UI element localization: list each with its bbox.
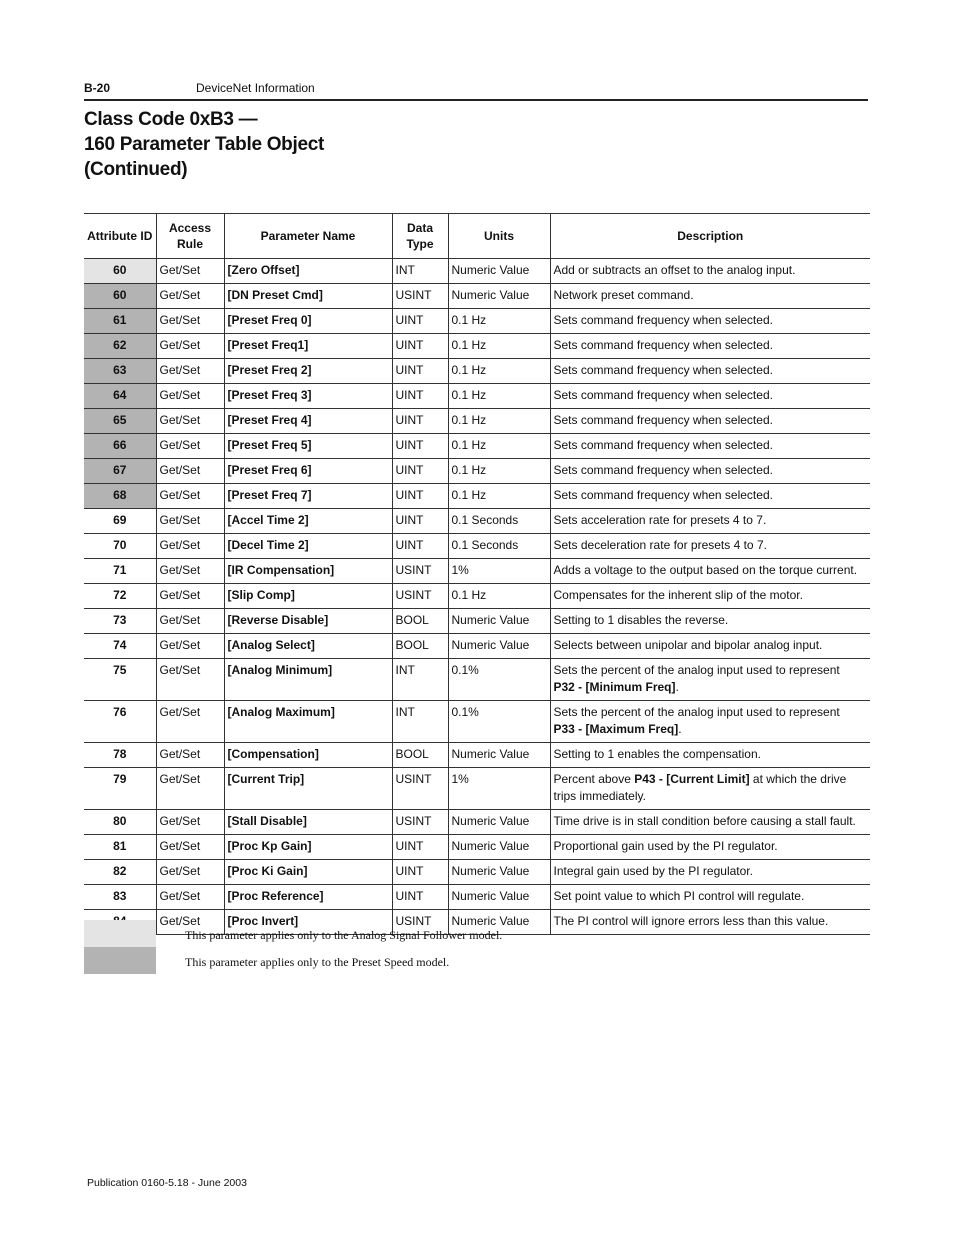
parameter-name-cell: [Preset Freq 5]	[224, 434, 392, 459]
data-type-cell: UINT	[392, 534, 448, 559]
attribute-id-cell: 75	[84, 659, 156, 701]
access-rule-cell: Get/Set	[156, 484, 224, 509]
data-type-cell: UINT	[392, 384, 448, 409]
parameter-name-cell: [Accel Time 2]	[224, 509, 392, 534]
parameter-name-cell: [Proc Reference]	[224, 885, 392, 910]
parameter-table	[84, 213, 870, 935]
attribute-id-cell: 74	[84, 634, 156, 659]
parameter-name-cell: [Preset Freq 7]	[224, 484, 392, 509]
table-row	[84, 309, 870, 334]
attribute-id-cell: 83	[84, 885, 156, 910]
data-type-cell: BOOL	[392, 743, 448, 768]
title-line-1: Class Code 0xB3 —	[84, 109, 258, 130]
units-cell: 1%	[448, 559, 550, 584]
units-cell: 0.1 Hz	[448, 409, 550, 434]
units-cell: Numeric Value	[448, 609, 550, 634]
table-row	[84, 659, 870, 701]
parameter-name-cell: [Analog Select]	[224, 634, 392, 659]
description-parameter-reference: P43 - [Current Limit]	[634, 772, 750, 786]
attribute-id-cell: 69	[84, 509, 156, 534]
title-line-2: 160 Parameter Table Object	[84, 134, 325, 155]
column-header-attribute-id: Attribute ID	[84, 214, 156, 259]
description-cell	[550, 659, 870, 701]
description-cell	[550, 459, 870, 484]
units-cell: Numeric Value	[448, 259, 550, 284]
data-type-cell: USINT	[392, 559, 448, 584]
attribute-id-cell: 60	[84, 284, 156, 309]
description-text: Sets the percent of the analog input used to represent	[553, 663, 840, 677]
description-text: Sets the percent of the analog input used to represent	[553, 705, 840, 719]
units-cell: 0.1 Seconds	[448, 534, 550, 559]
parameter-name-cell: [Current Trip]	[224, 768, 392, 810]
attribute-id-cell: 67	[84, 459, 156, 484]
legend-text-preset: This parameter applies only to the Preset Speed model.	[185, 955, 450, 969]
description-text: Sets command frequency when selected.	[553, 338, 773, 352]
attribute-id-cell: 73	[84, 609, 156, 634]
access-rule-cell: Get/Set	[156, 409, 224, 434]
attribute-id-cell: 60	[84, 259, 156, 284]
page-title	[84, 107, 324, 182]
data-type-cell: USINT	[392, 810, 448, 835]
data-type-cell: UINT	[392, 459, 448, 484]
table-row	[84, 359, 870, 384]
description-cell	[550, 743, 870, 768]
units-cell: Numeric Value	[448, 860, 550, 885]
description-text: Sets deceleration rate for presets 4 to 7.	[553, 538, 767, 552]
legend-row-preset	[84, 947, 684, 974]
description-text: Integral gain used by the PI regulator.	[553, 864, 753, 878]
units-cell: Numeric Value	[448, 284, 550, 309]
data-type-cell: UINT	[392, 860, 448, 885]
units-cell: Numeric Value	[448, 910, 550, 935]
description-cell	[550, 259, 870, 284]
parameter-name-cell: [Stall Disable]	[224, 810, 392, 835]
description-cell	[550, 768, 870, 810]
description-text: The PI control will ignore errors less than this value.	[553, 914, 829, 928]
description-text: Selects between unipolar and bipolar analog input.	[553, 638, 823, 652]
parameter-name-cell: [Analog Maximum]	[224, 701, 392, 743]
attribute-id-cell: 81	[84, 835, 156, 860]
description-text: Sets command frequency when selected.	[553, 413, 773, 427]
access-rule-cell: Get/Set	[156, 659, 224, 701]
description-text: Adds a voltage to the output based on the torque current.	[553, 563, 858, 577]
data-type-cell: USINT	[392, 768, 448, 810]
table-row	[84, 701, 870, 743]
description-text-suffix: .	[675, 680, 679, 694]
table-row	[84, 409, 870, 434]
page-header	[84, 81, 868, 101]
parameter-name-cell: [Preset Freq 0]	[224, 309, 392, 334]
access-rule-cell: Get/Set	[156, 459, 224, 484]
table-row	[84, 509, 870, 534]
shading-legend	[84, 920, 684, 974]
data-type-cell: USINT	[392, 284, 448, 309]
units-cell: 0.1 Hz	[448, 434, 550, 459]
data-type-cell: USINT	[392, 910, 448, 935]
column-header-parameter-name: Parameter Name	[224, 214, 392, 259]
parameter-name-cell: [Slip Comp]	[224, 584, 392, 609]
table-row	[84, 284, 870, 309]
access-rule-cell: Get/Set	[156, 810, 224, 835]
access-rule-cell: Get/Set	[156, 509, 224, 534]
description-text: Sets command frequency when selected.	[553, 488, 773, 502]
legend-row-analog	[84, 920, 684, 947]
description-cell	[550, 534, 870, 559]
table-row	[84, 609, 870, 634]
attribute-id-cell: 70	[84, 534, 156, 559]
access-rule-cell: Get/Set	[156, 534, 224, 559]
access-rule-cell: Get/Set	[156, 259, 224, 284]
units-cell: Numeric Value	[448, 810, 550, 835]
data-type-cell: UINT	[392, 309, 448, 334]
parameter-name-cell: [Compensation]	[224, 743, 392, 768]
title-line-3: (Continued)	[84, 159, 188, 180]
access-rule-cell: Get/Set	[156, 434, 224, 459]
table-row	[84, 459, 870, 484]
description-cell	[550, 609, 870, 634]
column-header-description: Description	[550, 214, 870, 259]
description-cell	[550, 584, 870, 609]
description-text: Sets command frequency when selected.	[553, 313, 773, 327]
units-cell: Numeric Value	[448, 634, 550, 659]
description-parameter-reference: P33 - [Maximum Freq]	[553, 722, 679, 736]
units-cell: 0.1%	[448, 659, 550, 701]
access-rule-cell: Get/Set	[156, 584, 224, 609]
attribute-id-cell: 82	[84, 860, 156, 885]
access-rule-cell: Get/Set	[156, 384, 224, 409]
description-cell	[550, 309, 870, 334]
description-parameter-reference: P32 - [Minimum Freq]	[553, 680, 676, 694]
description-cell	[550, 434, 870, 459]
attribute-id-cell: 62	[84, 334, 156, 359]
access-rule-cell: Get/Set	[156, 743, 224, 768]
access-rule-cell: Get/Set	[156, 860, 224, 885]
description-cell	[550, 860, 870, 885]
description-text: Percent above	[553, 772, 631, 786]
parameter-name-cell: [Preset Freq1]	[224, 334, 392, 359]
access-rule-cell: Get/Set	[156, 309, 224, 334]
section-title: DeviceNet Information	[196, 81, 315, 95]
table-row	[84, 384, 870, 409]
column-header-units: Units	[448, 214, 550, 259]
table-row	[84, 534, 870, 559]
description-text: Add or subtracts an offset to the analog input.	[553, 263, 796, 277]
data-type-cell: INT	[392, 659, 448, 701]
units-cell: 0.1 Hz	[448, 334, 550, 359]
parameter-name-cell: [Proc Invert]	[224, 910, 392, 935]
table-row	[84, 434, 870, 459]
parameter-name-cell: [Preset Freq 3]	[224, 384, 392, 409]
description-cell	[550, 559, 870, 584]
access-rule-cell: Get/Set	[156, 559, 224, 584]
data-type-cell: INT	[392, 701, 448, 743]
description-cell	[550, 409, 870, 434]
table-row	[84, 768, 870, 810]
description-text: Setting to 1 enables the compensation.	[553, 747, 761, 761]
description-cell	[550, 835, 870, 860]
data-type-cell: UINT	[392, 885, 448, 910]
attribute-id-cell: 66	[84, 434, 156, 459]
table-row	[84, 484, 870, 509]
data-type-cell: USINT	[392, 584, 448, 609]
units-cell: 0.1 Hz	[448, 359, 550, 384]
parameter-name-cell: [Zero Offset]	[224, 259, 392, 284]
units-cell: 0.1 Hz	[448, 309, 550, 334]
data-type-cell: INT	[392, 259, 448, 284]
attribute-id-cell: 76	[84, 701, 156, 743]
description-text: Setting to 1 disables the reverse.	[553, 613, 729, 627]
column-header-data-type: Data Type	[392, 214, 448, 259]
attribute-id-cell: 78	[84, 743, 156, 768]
description-cell	[550, 334, 870, 359]
parameter-name-cell: [IR Compensation]	[224, 559, 392, 584]
access-rule-cell: Get/Set	[156, 334, 224, 359]
data-type-cell: BOOL	[392, 634, 448, 659]
description-cell	[550, 810, 870, 835]
parameter-name-cell: [Preset Freq 4]	[224, 409, 392, 434]
description-cell	[550, 885, 870, 910]
description-text: Network preset command.	[553, 288, 694, 302]
data-type-cell: UINT	[392, 509, 448, 534]
parameter-name-cell: [Analog Minimum]	[224, 659, 392, 701]
parameter-name-cell: [Proc Kp Gain]	[224, 835, 392, 860]
description-text: Sets command frequency when selected.	[553, 388, 773, 402]
description-text: Set point value to which PI control will regulate.	[553, 889, 805, 903]
preset-swatch	[84, 947, 156, 974]
units-cell: 0.1%	[448, 701, 550, 743]
attribute-id-cell: 72	[84, 584, 156, 609]
description-cell	[550, 701, 870, 743]
table-body	[84, 259, 870, 935]
table-row	[84, 259, 870, 284]
description-text: Time drive is in stall condition before causing a stall fault.	[553, 814, 856, 828]
attribute-id-cell: 80	[84, 810, 156, 835]
access-rule-cell: Get/Set	[156, 835, 224, 860]
data-type-cell: UINT	[392, 835, 448, 860]
access-rule-cell: Get/Set	[156, 885, 224, 910]
table-header-row	[84, 214, 870, 259]
table-row	[84, 835, 870, 860]
data-type-cell: UINT	[392, 484, 448, 509]
description-cell	[550, 509, 870, 534]
description-text: Sets command frequency when selected.	[553, 363, 773, 377]
description-text: Sets command frequency when selected.	[553, 463, 773, 477]
legend-text-analog: This parameter applies only to the Analog Signal Follower model.	[185, 928, 503, 942]
parameter-name-cell: [Decel Time 2]	[224, 534, 392, 559]
parameter-name-cell: [Reverse Disable]	[224, 609, 392, 634]
description-text-suffix: at which the drive trips immediately.	[553, 772, 847, 803]
data-type-cell: UINT	[392, 334, 448, 359]
access-rule-cell: Get/Set	[156, 768, 224, 810]
description-text: Compensates for the inherent slip of the motor.	[553, 588, 803, 602]
description-cell	[550, 359, 870, 384]
description-cell	[550, 284, 870, 309]
data-type-cell: UINT	[392, 434, 448, 459]
parameter-name-cell: [DN Preset Cmd]	[224, 284, 392, 309]
description-text: Sets acceleration rate for presets 4 to 7.	[553, 513, 767, 527]
units-cell: 0.1 Seconds	[448, 509, 550, 534]
table-row	[84, 584, 870, 609]
description-text: Sets command frequency when selected.	[553, 438, 773, 452]
access-rule-cell: Get/Set	[156, 701, 224, 743]
table-row	[84, 860, 870, 885]
attribute-id-cell: 79	[84, 768, 156, 810]
description-text-suffix: .	[678, 722, 682, 736]
parameter-name-cell: [Proc Ki Gain]	[224, 860, 392, 885]
access-rule-cell: Get/Set	[156, 284, 224, 309]
attribute-id-cell: 64	[84, 384, 156, 409]
access-rule-cell: Get/Set	[156, 609, 224, 634]
units-cell: 0.1 Hz	[448, 484, 550, 509]
table-row	[84, 634, 870, 659]
description-cell	[550, 384, 870, 409]
description-cell	[550, 634, 870, 659]
units-cell: Numeric Value	[448, 743, 550, 768]
attribute-id-cell: 63	[84, 359, 156, 384]
publication-footer: Publication 0160-5.18 - June 2003	[87, 1177, 247, 1189]
attribute-id-cell: 68	[84, 484, 156, 509]
description-text: Proportional gain used by the PI regulator.	[553, 839, 778, 853]
data-type-cell: UINT	[392, 409, 448, 434]
units-cell: 0.1 Hz	[448, 384, 550, 409]
data-type-cell: UINT	[392, 359, 448, 384]
table-row	[84, 334, 870, 359]
parameter-name-cell: [Preset Freq 6]	[224, 459, 392, 484]
access-rule-cell: Get/Set	[156, 634, 224, 659]
data-type-cell: BOOL	[392, 609, 448, 634]
column-header-access-rule: Access Rule	[156, 214, 224, 259]
table-row	[84, 885, 870, 910]
description-cell	[550, 484, 870, 509]
attribute-id-cell: 65	[84, 409, 156, 434]
page-number: B-20	[84, 81, 111, 95]
units-cell: 0.1 Hz	[448, 459, 550, 484]
units-cell: Numeric Value	[448, 835, 550, 860]
units-cell: 0.1 Hz	[448, 584, 550, 609]
units-cell: Numeric Value	[448, 885, 550, 910]
units-cell: 1%	[448, 768, 550, 810]
access-rule-cell: Get/Set	[156, 359, 224, 384]
table-row	[84, 559, 870, 584]
analog-swatch	[84, 920, 156, 947]
table-row	[84, 743, 870, 768]
parameter-name-cell: [Preset Freq 2]	[224, 359, 392, 384]
attribute-id-cell: 71	[84, 559, 156, 584]
attribute-id-cell: 61	[84, 309, 156, 334]
table-row	[84, 810, 870, 835]
access-rule-cell: Get/Set	[156, 910, 224, 935]
